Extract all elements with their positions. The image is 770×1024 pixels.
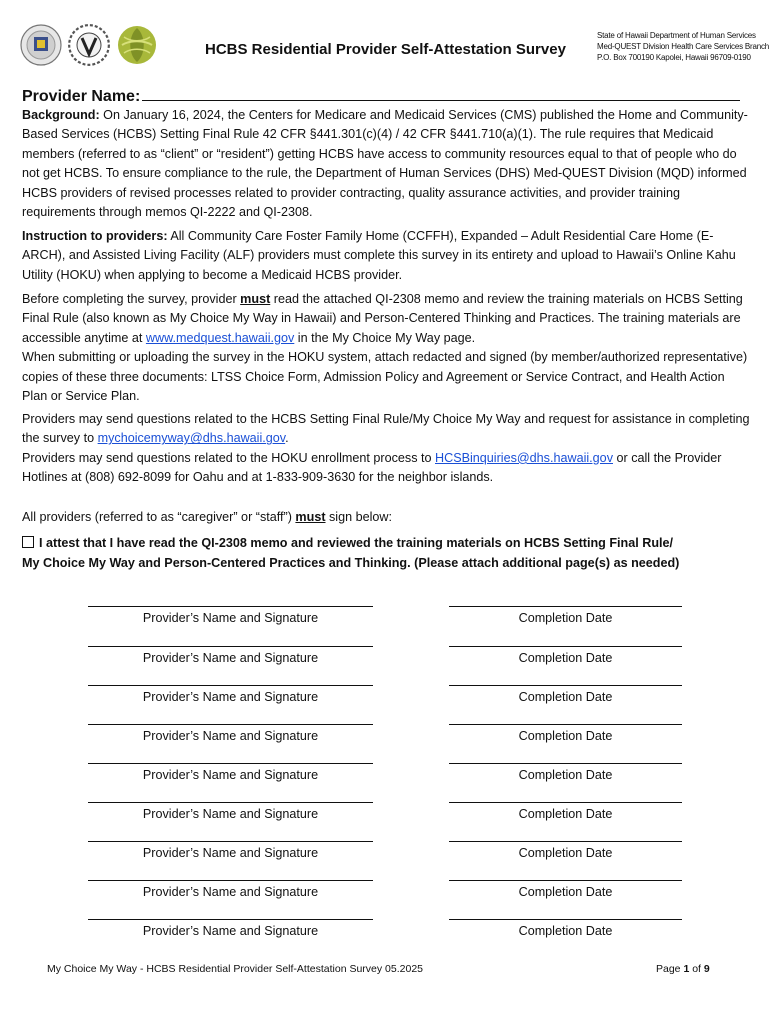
document-title: HCBS Residential Provider Self-Attestation Survey: [205, 41, 566, 58]
page-of: of: [689, 963, 704, 975]
date-field[interactable]: [449, 841, 682, 842]
medquest-link[interactable]: www.medquest.hawaii.gov: [145, 330, 295, 345]
all-providers-text: All providers (referred to as “caregiver” or “staff”): [22, 510, 296, 524]
date-field[interactable]: [449, 685, 682, 686]
instruction-label: Instruction to providers:: [22, 229, 168, 243]
date-field[interactable]: [449, 763, 682, 764]
signature-field[interactable]: [88, 919, 373, 920]
attestation-statement: [22, 533, 752, 573]
date-field[interactable]: [449, 919, 682, 920]
questions-text: Providers may send questions related to the HOKU enrollment process to: [22, 450, 435, 465]
attest-text: I attest that I have read the QI-2308 memo and reviewed the training materials on HCBS Setting Final Rule/: [39, 536, 674, 550]
dhs-logo: [68, 24, 110, 66]
questions-paragraph: [22, 410, 752, 488]
signature-row: [0, 763, 770, 799]
signature-field[interactable]: [88, 841, 373, 842]
signature-row: [0, 685, 770, 721]
signature-label: Provider’s Name and Signature: [142, 885, 319, 899]
page-total: 9: [703, 963, 710, 975]
mychoicemyway-email-link[interactable]: mychoicemyway@dhs.hawaii.gov: [97, 431, 286, 446]
submission-text: When submitting or uploading the survey in the HOKU system, attach redacted and signed (by member/authorized representative) copies of these three documents: LTSS Choice Form, Admission Policy and Agreement or Service Contract, and Health Action Plan or Service Plan.: [22, 350, 748, 404]
signature-row: [0, 880, 770, 916]
footer-page-number: [656, 963, 710, 975]
signature-label: Provider’s Name and Signature: [142, 768, 319, 782]
footer-document-label: My Choice My Way - HCBS Residential Provider Self-Attestation Survey 05.2025: [47, 963, 424, 975]
signature-field[interactable]: [88, 763, 373, 764]
signature-row: [0, 841, 770, 877]
date-label: Completion Date: [518, 690, 613, 704]
signature-row: [0, 919, 770, 955]
date-label: Completion Date: [518, 651, 613, 665]
must-emphasis: must: [295, 510, 326, 524]
provider-name-row: [22, 86, 740, 106]
questions-text: .: [285, 431, 289, 446]
provider-name-label: Provider Name:: [22, 88, 141, 105]
attest-text: My Choice My Way and Person-Centered Practices and Thinking. (Please attach additional page(s) as needed): [22, 556, 680, 570]
signature-label: Provider’s Name and Signature: [142, 807, 319, 821]
provider-name-field[interactable]: [142, 86, 740, 101]
background-paragraph: [22, 106, 752, 222]
state-seal-logo: [20, 24, 62, 66]
signature-label: Provider’s Name and Signature: [142, 924, 319, 938]
date-label: Completion Date: [518, 807, 613, 821]
med-quest-logo: [116, 24, 158, 66]
signature-row: [0, 646, 770, 682]
date-label: Completion Date: [518, 846, 613, 860]
background-label: Background:: [22, 108, 100, 122]
agency-address: [597, 30, 769, 63]
signature-field[interactable]: [88, 606, 373, 607]
agency-line: State of Hawaii Department of Human Services: [597, 31, 756, 40]
date-field[interactable]: [449, 606, 682, 607]
background-text: On January 16, 2024, the Centers for Medicare and Medicaid Services (CMS) published the Home and Community-Based Services (HCBS) Setting Final Rule 42 CFR §441.301(c)(4) / 42 CFR §441.710(a)(1). The rule requires that Medicaid members (referred to as “client” or “resident”) getting HCBS have access to community resources equal to that of people who do not get HCBS. To ensure compliance to the rule, the Department of Human Services (DHS) Med-QUEST Division (MQD) informed HCBS providers of revised processes related to provider contracting, quality assurance activities, and provider training requirements through memos QI-2222 and QI-2308.: [22, 108, 748, 220]
signature-label: Provider’s Name and Signature: [142, 846, 319, 860]
agency-line: P.O. Box 700190 Kapolei, Hawaii 96709-0190: [597, 53, 751, 62]
signature-row: [0, 606, 770, 642]
date-field[interactable]: [449, 880, 682, 881]
signature-row: [0, 724, 770, 760]
agency-line: Med-QUEST Division Health Care Services Branch: [597, 42, 770, 51]
date-label: Completion Date: [518, 729, 613, 743]
signature-field[interactable]: [88, 724, 373, 725]
all-providers-paragraph: [22, 508, 752, 527]
instruction-paragraph: [22, 227, 752, 285]
before-text: in the My Choice My Way page.: [294, 330, 476, 345]
before-paragraph: [22, 290, 752, 406]
page-number: 1: [683, 963, 690, 975]
questions-text: or call the Provider Hotlines at (808) 692-8099 for Oahu and at 1-833-909-3630 for the neighbor islands.: [22, 450, 722, 485]
all-providers-text: sign below:: [325, 510, 393, 524]
date-field[interactable]: [449, 646, 682, 647]
signature-label: Provider’s Name and Signature: [142, 729, 319, 743]
questions-text: Providers may send questions related to the HCBS Setting Final Rule/My Choice My Way and request for assistance in completing the survey to: [22, 412, 750, 446]
date-label: Completion Date: [518, 768, 613, 782]
header-logos: [20, 24, 158, 66]
signature-field[interactable]: [88, 880, 373, 881]
page-prefix: Page: [656, 963, 684, 975]
signature-field[interactable]: [88, 685, 373, 686]
hcsb-inquiries-email-link[interactable]: HCSBinquiries@dhs.hawaii.gov: [435, 450, 613, 465]
date-label: Completion Date: [518, 611, 613, 625]
attest-checkbox[interactable]: [22, 536, 34, 548]
signature-label: Provider’s Name and Signature: [142, 611, 319, 625]
signature-label: Provider’s Name and Signature: [142, 651, 319, 665]
before-text: Before completing the survey, provider: [22, 292, 241, 306]
signature-field[interactable]: [88, 646, 373, 647]
instruction-text: All Community Care Foster Family Home (CCFFH), Expanded – Adult Residential Care Home (E-ARCH), and Assisted Living Facility (ALF) providers must complete this survey in its entirety and upload to Hawaii’s Online Kahu Utility (HOKU) when applying to become a Medicaid HCBS provider.: [22, 229, 736, 282]
signature-label: Provider’s Name and Signature: [142, 690, 319, 704]
date-label: Completion Date: [518, 924, 613, 938]
before-text: read the attached QI-2308 memo and review the training materials on HCBS Setting Final Rule (also known as My Choice My Way in Hawaii) and Person-Centered Thinking and Practices. The training materials are accessible anytime at: [22, 292, 743, 345]
signature-row: [0, 802, 770, 838]
date-field[interactable]: [449, 724, 682, 725]
date-field[interactable]: [449, 802, 682, 803]
signature-field[interactable]: [88, 802, 373, 803]
must-emphasis: must: [240, 292, 271, 306]
date-label: Completion Date: [518, 885, 613, 899]
